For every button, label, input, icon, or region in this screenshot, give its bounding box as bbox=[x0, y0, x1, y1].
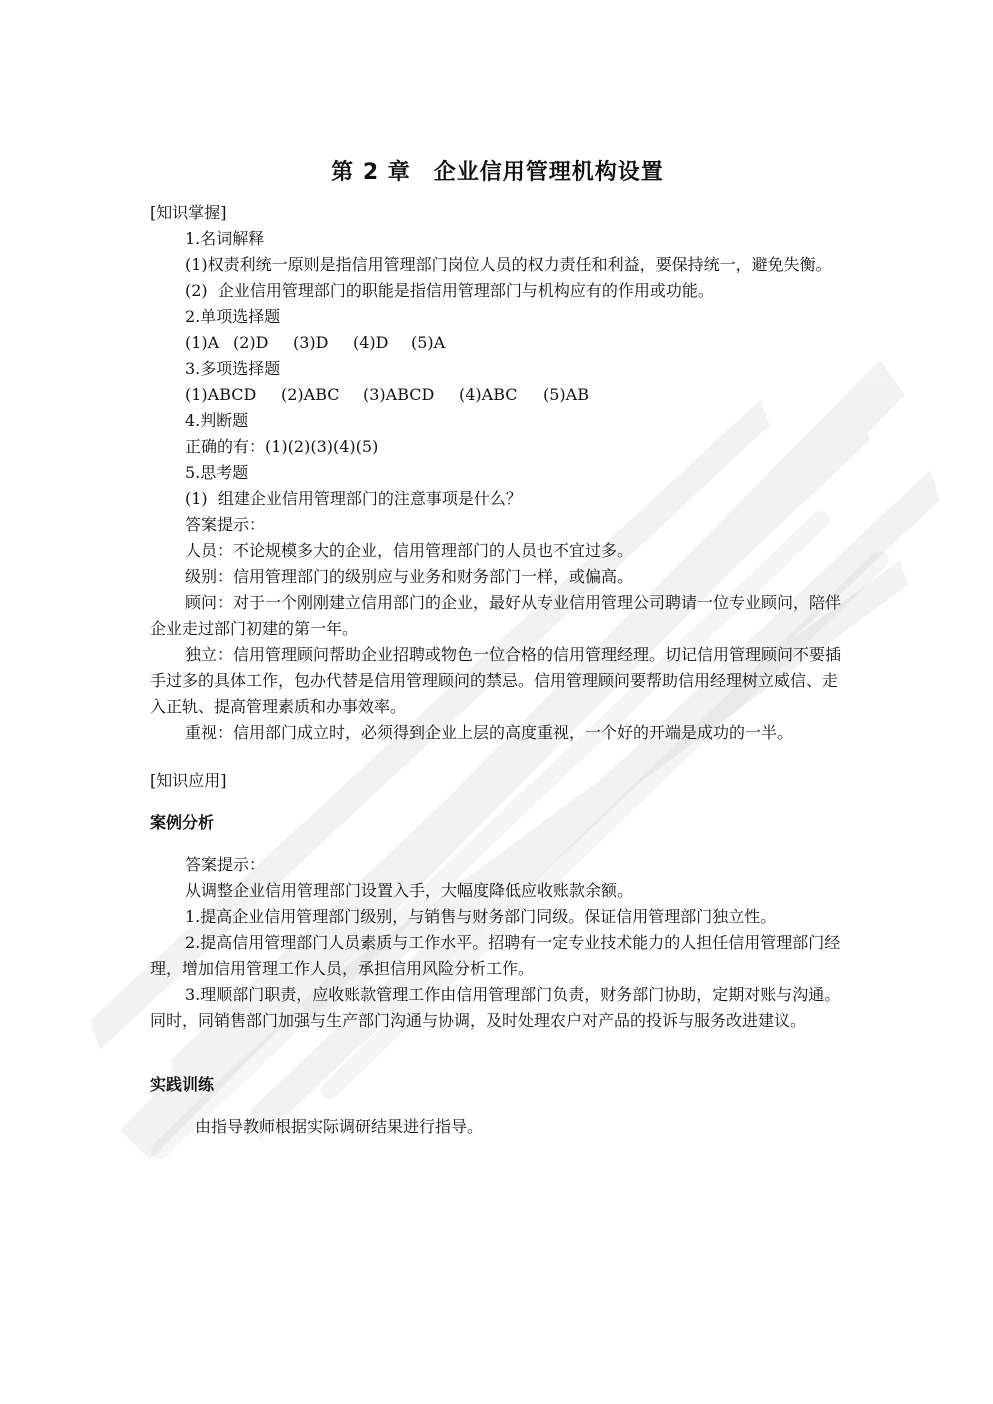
practice-training-text: 由指导教师根据实际调研结果进行指导。 bbox=[195, 1117, 484, 1136]
answer-point: 重视：信用部门成立时，必须得到企业上层的高度重视，一个好的开端是成功的一半。 bbox=[185, 723, 794, 742]
question-4-heading: 4.判断题 bbox=[185, 411, 249, 430]
answer-point: 人员：不论规模多大的企业，信用管理部门的人员也不宜过多。 bbox=[185, 541, 634, 560]
definition-2: (2) 企业信用管理部门的职能是指信用管理部门与机构应有的作用或功能。 bbox=[185, 281, 714, 300]
case-intro: 从调整企业信用管理部门设置入手，大幅度降低应收账款余额。 bbox=[185, 881, 634, 900]
spacer bbox=[150, 746, 845, 768]
case-analysis-heading: 案例分析 bbox=[150, 813, 215, 832]
answer-item: (5)AB bbox=[543, 385, 589, 404]
document-body bbox=[150, 158, 845, 1140]
question-1-heading: 1.名词解释 bbox=[185, 229, 265, 248]
answer-item: (1)A bbox=[185, 333, 220, 352]
case-point: 2.提高信用管理部门人员素质与工作水平。招聘有一定专业技术能力的人担任信用管理部门经理，增加信用管理工作人员，承担信用风险分析工作。 bbox=[150, 933, 841, 978]
answer-item: (2)ABC bbox=[281, 385, 340, 404]
chapter-title: 第 2 章 企业信用管理机构设置 bbox=[331, 160, 664, 185]
answer-item: (2)D bbox=[233, 333, 269, 352]
answer-item: (4)ABC bbox=[459, 385, 518, 404]
question-5-heading: 5.思考题 bbox=[185, 463, 249, 482]
answer-hint-label: 答案提示： bbox=[185, 515, 266, 534]
practice-training-heading: 实践训练 bbox=[150, 1075, 215, 1094]
definition-1: (1)权责利统一原则是指信用管理部门岗位人员的权力责任和利益，要保持统一，避免失衡。 bbox=[185, 255, 832, 274]
multiple-choice-answers bbox=[150, 382, 845, 408]
spacer bbox=[150, 1034, 845, 1056]
answer-point: 顾问：对于一个刚刚建立信用部门的企业，最好从专业信用管理公司聘请一位专业顾问，陪伴企业走过部门初建的第一年。 bbox=[150, 593, 842, 638]
answer-item: (4)D bbox=[353, 333, 389, 352]
question-3-heading: 3.多项选择题 bbox=[185, 359, 281, 378]
answer-item: (1)ABCD bbox=[185, 385, 257, 404]
answer-point: 级别：信用管理部门的级别应与业务和财务部门一样，或偏高。 bbox=[185, 567, 634, 586]
answer-item: (5)A bbox=[411, 333, 446, 352]
answer-item: (3)ABCD bbox=[363, 385, 435, 404]
true-false-answer: 正确的有：(1)(2)(3)(4)(5) bbox=[185, 437, 379, 456]
answer-point: 独立：信用管理顾问帮助企业招聘或物色一位合格的信用管理经理。切记信用管理顾问不要插手过多的具体工作，包办代替是信用管理顾问的禁忌。信用管理顾问要帮助信用经理树立威信、走入正轨、提高管理素质和办事效率。 bbox=[150, 645, 842, 716]
case-point: 1.提高企业信用管理部门级别，与销售与财务部门同级。保证信用管理部门独立性。 bbox=[185, 907, 777, 926]
answer-hint-label: 答案提示： bbox=[185, 855, 266, 874]
case-point: 3.理顺部门职责，应收账款管理工作由信用管理部门负责，财务部门协助，定期对账与沟通。同时，同销售部门加强与生产部门沟通与协调，及时处理农户对产品的投诉与服务改进建议。 bbox=[150, 985, 841, 1030]
section-label-knowledge: [知识掌握] bbox=[150, 203, 227, 222]
answer-item: (3)D bbox=[293, 333, 329, 352]
single-choice-answers bbox=[150, 330, 845, 356]
thinking-question: (1) 组建企业信用管理部门的注意事项是什么？ bbox=[185, 489, 522, 508]
question-2-heading: 2.单项选择题 bbox=[185, 307, 281, 326]
section-label-application: [知识应用] bbox=[150, 771, 227, 790]
